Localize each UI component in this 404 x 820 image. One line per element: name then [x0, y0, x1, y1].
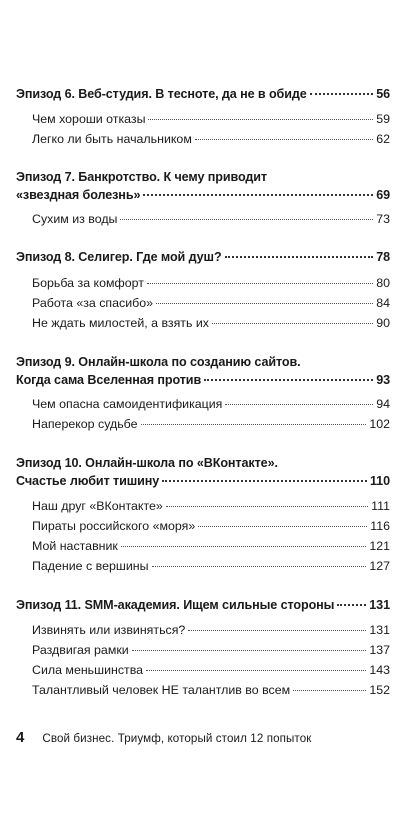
toc-section-entry[interactable] [32, 519, 390, 533]
section-title: Пираты российского «моря» [32, 519, 196, 533]
page-number: 131 [369, 598, 390, 612]
section-title: Не ждать милостей, а взять их [32, 316, 209, 330]
dot-leader [198, 526, 367, 527]
page-number: 127 [369, 559, 390, 573]
toc-episode-entry[interactable] [16, 87, 390, 101]
dot-leader [188, 630, 366, 631]
toc-episode-entry[interactable] [16, 474, 390, 488]
dot-leader [195, 139, 373, 140]
section-title: Чем хороши отказы [32, 112, 146, 126]
toc-section-entry[interactable] [32, 212, 390, 226]
section-title: Извинять или извиняться? [32, 623, 186, 637]
dot-leader [204, 379, 373, 381]
page-number: 69 [376, 188, 390, 202]
section-title: Мой наставник [32, 539, 118, 553]
section-title: Талантливый человек НЕ талантлив во всем [32, 683, 291, 697]
dot-leader [225, 404, 373, 405]
dot-leader [293, 690, 366, 691]
dot-leader [152, 566, 367, 567]
toc-section-entry[interactable] [32, 296, 390, 310]
page-number: 56 [376, 87, 390, 101]
page-number: 94 [376, 397, 390, 411]
section-title: Сила меньшинства [32, 663, 144, 677]
page-number: 143 [369, 663, 390, 677]
toc-section-entry[interactable] [32, 663, 390, 677]
episode-title: Эпизод 6. Веб-студия. В тесноте, да не в обиде [16, 87, 307, 101]
dot-leader [121, 546, 366, 547]
section-title: Падение с вершины [32, 559, 149, 573]
section-title: Сухим из воды [32, 212, 118, 226]
page-number: 78 [376, 250, 390, 264]
toc-section-entry[interactable] [32, 132, 390, 146]
dot-leader [120, 219, 373, 220]
running-title: Свой бизнес. Триумф, который стоил 12 попыток [42, 732, 312, 745]
episode-title: Когда сама Вселенная против [16, 373, 202, 387]
section-title: Борьба за комфорт [32, 276, 144, 290]
page-number: 137 [369, 643, 390, 657]
toc-section-entry[interactable] [32, 683, 390, 697]
toc-section-entry[interactable] [32, 643, 390, 657]
toc-section-entry[interactable] [32, 417, 390, 431]
dot-leader [148, 119, 373, 120]
folio-number: 4 [16, 729, 25, 746]
page-footer [16, 729, 311, 746]
section-title: Легко ли быть начальником [32, 132, 192, 146]
page-number: 131 [369, 623, 390, 637]
dot-leader [147, 283, 373, 284]
dot-leader [141, 424, 367, 425]
toc-section-entry[interactable] [32, 276, 390, 290]
page-number: 111 [371, 499, 390, 513]
episode-title-line: Эпизод 10. Онлайн-школа по «ВКонтакте». [16, 456, 278, 470]
toc-section-entry[interactable] [32, 539, 390, 553]
page-number: 116 [370, 519, 390, 533]
section-title: Чем опасна самоидентификация [32, 397, 223, 411]
toc-section-entry[interactable] [32, 112, 390, 126]
page-number: 84 [376, 296, 390, 310]
dot-leader [212, 323, 373, 324]
toc-section-entry[interactable] [32, 623, 390, 637]
episode-title: Эпизод 11. SMM-академия. Ищем сильные стороны [16, 598, 335, 612]
page-number: 59 [376, 112, 390, 126]
section-title: Работа «за спасибо» [32, 296, 154, 310]
page-number: 80 [376, 276, 390, 290]
page-number: 93 [376, 373, 390, 387]
dot-leader [337, 604, 366, 606]
page-number: 110 [369, 474, 390, 488]
toc-episode-entry[interactable] [16, 250, 390, 264]
dot-leader [310, 93, 374, 95]
toc-episode-entry[interactable] [16, 373, 390, 387]
section-title: Наперекор судьбе [32, 417, 138, 431]
toc-episode-entry[interactable] [16, 598, 390, 612]
dot-leader [225, 256, 374, 258]
dot-leader [143, 194, 373, 196]
episode-title-line: Эпизод 7. Банкротство. К чему приводит [16, 170, 267, 184]
episode-title: Счастье любит тишину [16, 474, 160, 488]
section-title: Наш друг «ВКонтакте» [32, 499, 163, 513]
dot-leader [156, 303, 373, 304]
page-number: 121 [369, 539, 390, 553]
dot-leader [146, 670, 366, 671]
page-number: 102 [369, 417, 390, 431]
toc-section-entry[interactable] [32, 316, 390, 330]
toc-section-entry[interactable] [32, 559, 390, 573]
page-number: 62 [376, 132, 390, 146]
dot-leader [162, 480, 367, 482]
section-title: Раздвигая рамки [32, 643, 129, 657]
episode-title: «звездная болезнь» [16, 188, 141, 202]
toc-section-entry[interactable] [32, 397, 390, 411]
toc-section-entry[interactable] [32, 499, 390, 513]
page-number: 73 [376, 212, 390, 226]
dot-leader [132, 650, 367, 651]
dot-leader [166, 506, 368, 507]
episode-title-line: Эпизод 9. Онлайн-школа по созданию сайтов. [16, 355, 301, 369]
episode-title: Эпизод 8. Селигер. Где мой душ? [16, 250, 222, 264]
page-number: 90 [376, 316, 390, 330]
toc-episode-entry[interactable] [16, 188, 390, 202]
page-number: 152 [369, 683, 390, 697]
